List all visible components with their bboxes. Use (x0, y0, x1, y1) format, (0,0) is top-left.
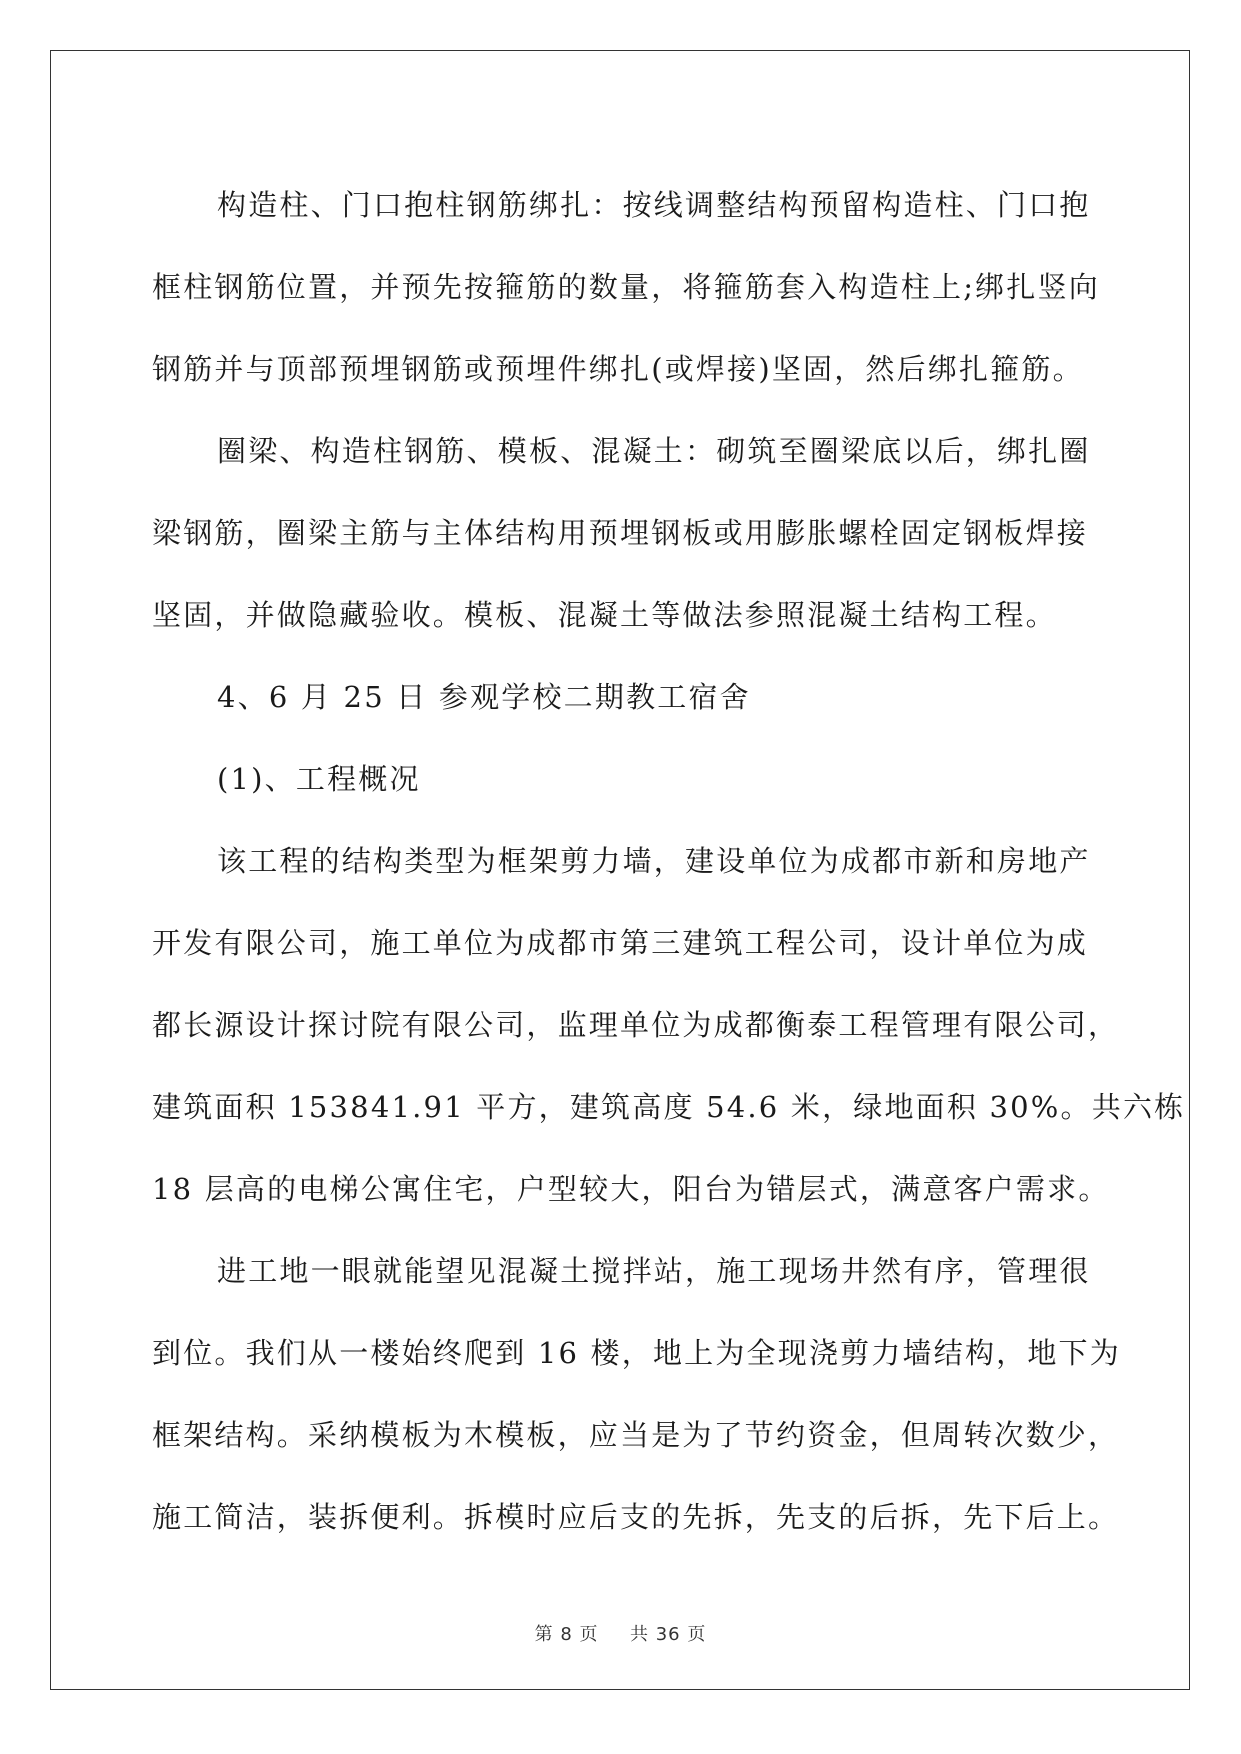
paragraph-line: 坚固，并做隐藏验收。模板、混凝土等做法参照混凝土结构工程。 (152, 598, 1057, 632)
paragraph-line: 开发有限公司，施工单位为成都市第三建筑工程公司，设计单位为成 (152, 926, 1089, 960)
paragraph-line: 到位。我们从一楼始终爬到 16 楼，地上为全现浇剪力墙结构，地下为 (152, 1336, 1121, 1370)
paragraph-line: 都长源设计探讨院有限公司，监理单位为成都衡泰工程管理有限公司， (152, 1008, 1120, 1042)
paragraph-line: 框架结构。采纳模板为木模板，应当是为了节约资金，但周转次数少， (152, 1418, 1120, 1452)
paragraph-line: 建筑面积 153841.91 平方，建筑高度 54.6 米，绿地面积 30%。共六栋 (152, 1090, 1186, 1124)
page-number: 第 8 页 (534, 1624, 599, 1645)
section-heading-text: 4、6 月 25 日 参观学校二期教工宿舍 (217, 680, 751, 714)
paragraph-line: 18 层高的电梯公寓住宅，户型较大，阳台为错层式，满意客户需求。 (152, 1172, 1110, 1206)
paragraph-line: 圈梁、构造柱钢筋、模板、混凝土：砌筑至圈梁底以后，绑扎圈 (217, 434, 1091, 468)
paragraph-line: 进工地一眼就能望见混凝土搅拌站，施工现场井然有序，管理很 (217, 1254, 1091, 1288)
paragraph-line: 构造柱、门口抱柱钢筋绑扎：按线调整结构预留构造柱、门口抱 (217, 188, 1091, 222)
paragraph-1 (152, 164, 1100, 410)
paragraph-5 (152, 820, 1186, 1230)
paragraph-line: 施工简洁，装拆便利。拆模时应后支的先拆，先支的后拆，先下后上。 (152, 1500, 1120, 1534)
paragraph-line: 框柱钢筋位置，并预先按箍筋的数量，将箍筋套入构造柱上;绑扎竖向 (152, 270, 1100, 304)
paragraph-line: 梁钢筋，圈梁主筋与主体结构用预埋钢板或用膨胀螺栓固定钢板焊接 (152, 516, 1089, 550)
paragraph-line: 钢筋并与顶部预埋钢筋或预埋件绑扎(或焊接)坚固，然后绑扎箍筋。 (152, 352, 1084, 386)
page-total: 共 36 页 (630, 1624, 707, 1645)
section-heading (152, 656, 1092, 738)
subsection-heading-text: (1)、工程概况 (217, 762, 421, 796)
page-footer (0, 1620, 1241, 1646)
paragraph-line: 该工程的结构类型为框架剪力墙，建设单位为成都市新和房地产 (217, 844, 1091, 878)
paragraph-6 (152, 1230, 1121, 1558)
document-body (152, 164, 1186, 1558)
paragraph-2 (152, 410, 1092, 656)
subsection-heading (152, 738, 1092, 820)
